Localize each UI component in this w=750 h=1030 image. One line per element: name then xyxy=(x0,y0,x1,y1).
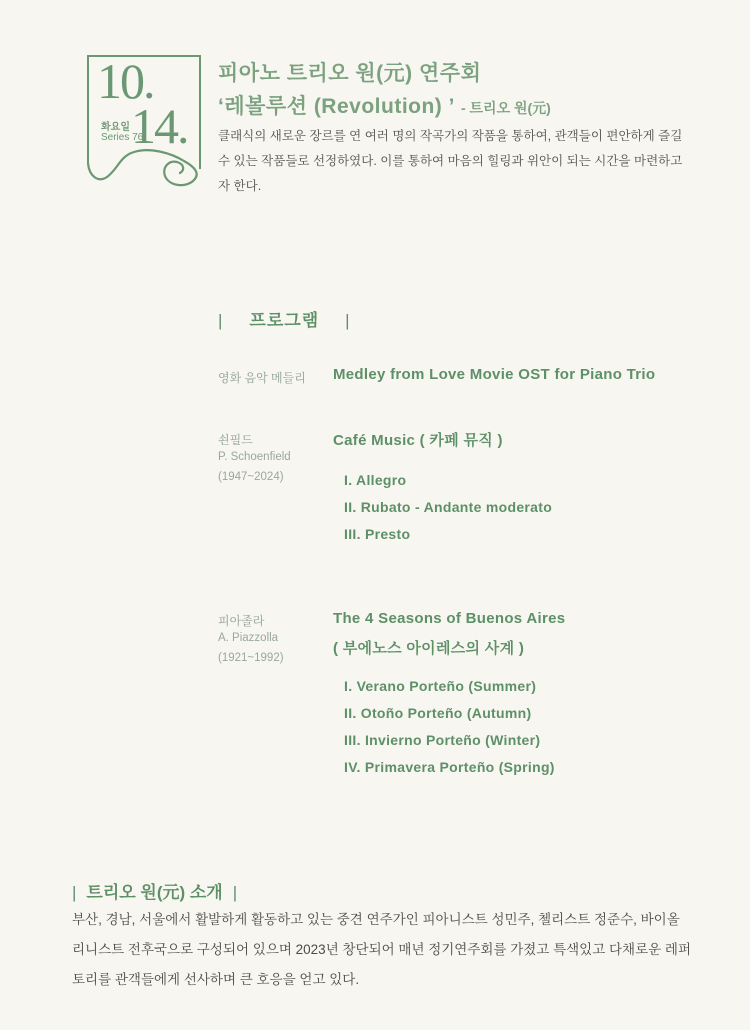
date-day: 14. xyxy=(131,98,188,154)
intro-section-heading xyxy=(72,878,237,903)
intro-bar-left: | xyxy=(72,883,77,902)
concert-description: 클래식의 새로운 장르를 연 여러 명의 작곡가의 작품을 통하여, 관객들이 편안하게 즐길 수 있는 작품들로 선정하였다. 이를 통하여 마음의 힐링과 위안이 되는 시간을 마련하고자 한다. xyxy=(218,129,683,193)
program-item-2-composer-en: P. Schoenfield xyxy=(218,451,291,463)
program-heading-label: 프로그램 xyxy=(249,311,320,330)
program-item-3-subtitle: ( 부에노스 아이레스의 사계 ) xyxy=(333,640,525,657)
program-item-2-movement-1: I. Allegro xyxy=(344,472,407,488)
program-item-3-movement-1: I. Verano Porteño (Summer) xyxy=(344,678,537,694)
program-item-3-years: (1921~1992) xyxy=(218,652,284,664)
date-weekday: 화요일 xyxy=(101,122,130,133)
page-title: 피아노 트리오 원(元) 연주회 xyxy=(218,62,482,85)
heading-bar-left: | xyxy=(218,311,224,330)
page-subtitle xyxy=(218,90,551,120)
heading-bar-right: | xyxy=(345,311,351,330)
program-item-2-composer-ko: 쇤필드 xyxy=(218,433,253,447)
program-item-3-composer-ko: 피아졸라 xyxy=(218,614,265,628)
program-item-2-years: (1947~2024) xyxy=(218,471,284,483)
subtitle-main: ‘레볼루션 (Revolution) ’ xyxy=(218,95,455,118)
program-item-3-movement-3: III. Invierno Porteño (Winter) xyxy=(344,732,541,748)
program-item-2-title: Café Music ( 카페 뮤직 ) xyxy=(333,432,503,449)
program-item-1-title: Medley from Love Movie OST for Piano Trio xyxy=(333,366,656,383)
program-item-3-composer-en: A. Piazzolla xyxy=(218,632,279,644)
program-item-2-movement-3: III. Presto xyxy=(344,526,411,542)
intro-heading-label: 트리오 원(元) 소개 xyxy=(86,883,223,902)
program-item-3-movement-2: II. Otoño Porteño (Autumn) xyxy=(344,705,532,721)
program-item-3-title: The 4 Seasons of Buenos Aires xyxy=(333,610,566,627)
intro-bar-right: | xyxy=(232,883,238,902)
trio-introduction-text: 부산, 경남, 서울에서 활발하게 활동하고 있는 중견 연주가인 피아니스트 성민주, 첼리스트 정준수, 바이올리니스트 전후국으로 구성되어 있으며 2023년 창단되어 매년 정기연주회를 가졌고 특색있고 다채로운 레퍼토리를 관객들에게 선사하며 큰 호응을 얻고 있다. xyxy=(72,912,692,987)
date-series-label: Series 76 xyxy=(101,132,144,143)
program-section-heading xyxy=(218,306,351,331)
subtitle-sub: - 트리오 원(元) xyxy=(460,100,551,116)
program-item-1-composer: 영화 음악 메들리 xyxy=(218,371,306,385)
date-month: 10. xyxy=(97,53,154,109)
program-item-2-movement-2: II. Rubato - Andante moderato xyxy=(344,499,553,515)
program-item-3-movement-4: IV. Primavera Porteño (Spring) xyxy=(344,759,555,775)
